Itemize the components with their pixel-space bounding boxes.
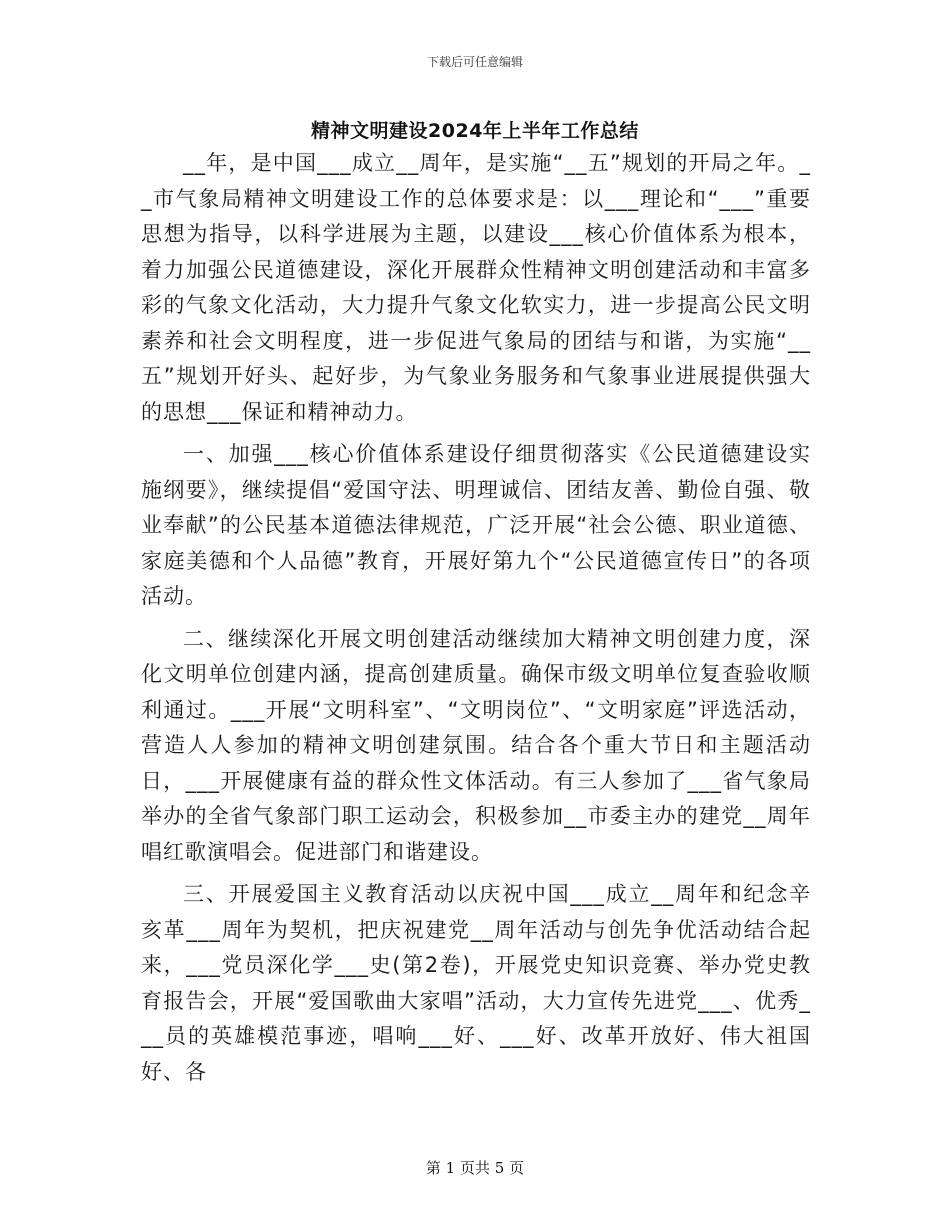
paragraph-section-3: 三、开展爱国主义教育活动以庆祝中国___成立__周年和纪念辛亥革___周年为契机，把庆祝建党__周年活动与创先争优活动结合起来，___党员深化学___史(第2卷)，开展党史知识竞赛、举办党史教育报告会，开展“爱国歌曲大家唱”活动，大力宣传先进党___、优秀___员的英雄模范事迹，唱响___好、___好、改革开放好、伟大祖国好、各 (141, 882, 811, 1084)
document-body (141, 146, 811, 1097)
paragraph-section-1: 一、加强___核心价值体系建设仔细贯彻落实《公民道德建设实施纲要》，继续提倡“爱国守法、明理诚信、团结友善、勤俭自强、敬业奉献”的公民基本道德法律规范，广泛开展“社会公德、职业道德、家庭美德和个人品德”教育，开展好第九个“公民道德宣传日”的各项活动。 (141, 442, 811, 608)
paragraph-section-2: 二、继续深化开展文明创建活动继续加大精神文明创建力度，深化文明单位创建内涵，提高创建质量。确保市级文明单位复查验收顺利通过。___开展“文明科室”、“文明岗位”、“文明家庭”评选活动，营造人人参加的精神文明创建氛围。结合各个重大节日和主题活动日，___开展健康有益的群众性文体活动。有三人参加了___省气象局举办的全省气象部门职工运动会，积极参加__市委主办的建党__周年唱红歌演唱会。促进部门和谐建设。 (141, 626, 811, 864)
page-header-note: 下载后可任意编辑 (426, 55, 523, 69)
page-number-footer: 第 1 页共 5 页 (425, 1159, 525, 1177)
paragraph-intro: __年，是中国___成立__周年，是实施“__五”规划的开局之年。__市气象局精神文明建设工作的总体要求是：以___理论和“___”重要思想为指导，以科学进展为主题，以建设___核心价值体系为根本，着力加强公民道德建设，深化开展群众性精神文明创建活动和丰富多彩的气象文化活动，大力提升气象文化软实力，进一步提高公民文明素养和社会文明程度，进一步促进气象局的团结与和谐，为实施“__五”规划开好头、起好步，为气象业务服务和气象事业进展提供强大的思想___保证和精神动力。 (141, 151, 811, 424)
document-title: 精神文明建设2024年上半年工作总结 (311, 120, 639, 142)
